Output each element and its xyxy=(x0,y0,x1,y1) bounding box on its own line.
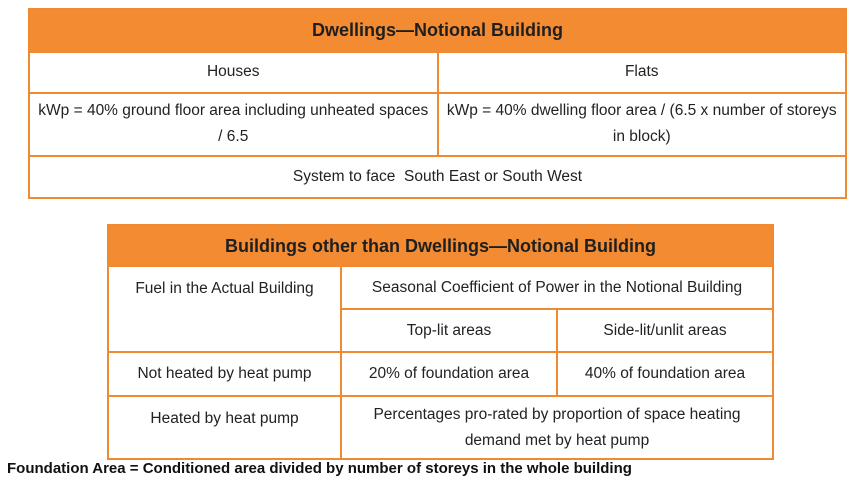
top-lit-header: Top-lit areas xyxy=(341,309,557,352)
flats-header: Flats xyxy=(438,52,847,93)
fuel-cell: Not heated by heat pump xyxy=(108,352,341,396)
top-lit-cell: 20% of foundation area xyxy=(341,352,557,396)
houses-header: Houses xyxy=(29,52,438,93)
side-lit-header: Side-lit/unlit areas xyxy=(557,309,773,352)
flats-formula: kWp = 40% dwelling floor area / (6.5 x number of storeys in block) xyxy=(438,93,847,156)
non-dwellings-table-title: Buildings other than Dwellings—Notional Building xyxy=(108,225,773,266)
side-lit-cell: 40% of foundation area xyxy=(557,352,773,396)
scop-header: Seasonal Coefficient of Power in the Notional Building xyxy=(341,266,773,309)
houses-formula: kWp = 40% ground floor area including unheated spaces / 6.5 xyxy=(29,93,438,156)
non-dwellings-notional-table xyxy=(107,224,774,460)
dwellings-table-title: Dwellings—Notional Building xyxy=(29,9,846,52)
pro-rated-cell: Percentages pro-rated by proportion of space heating demand met by heat pump xyxy=(341,396,773,459)
fuel-header: Fuel in the Actual Building xyxy=(108,266,341,352)
fuel-cell: Heated by heat pump xyxy=(108,396,341,459)
table-row xyxy=(108,352,773,396)
foundation-area-footnote: Foundation Area = Conditioned area divided by number of storeys in the whole building xyxy=(7,460,632,477)
orientation-note: System to face South East or South West xyxy=(29,156,846,198)
table-row xyxy=(108,396,773,459)
dwellings-notional-table xyxy=(28,8,847,199)
